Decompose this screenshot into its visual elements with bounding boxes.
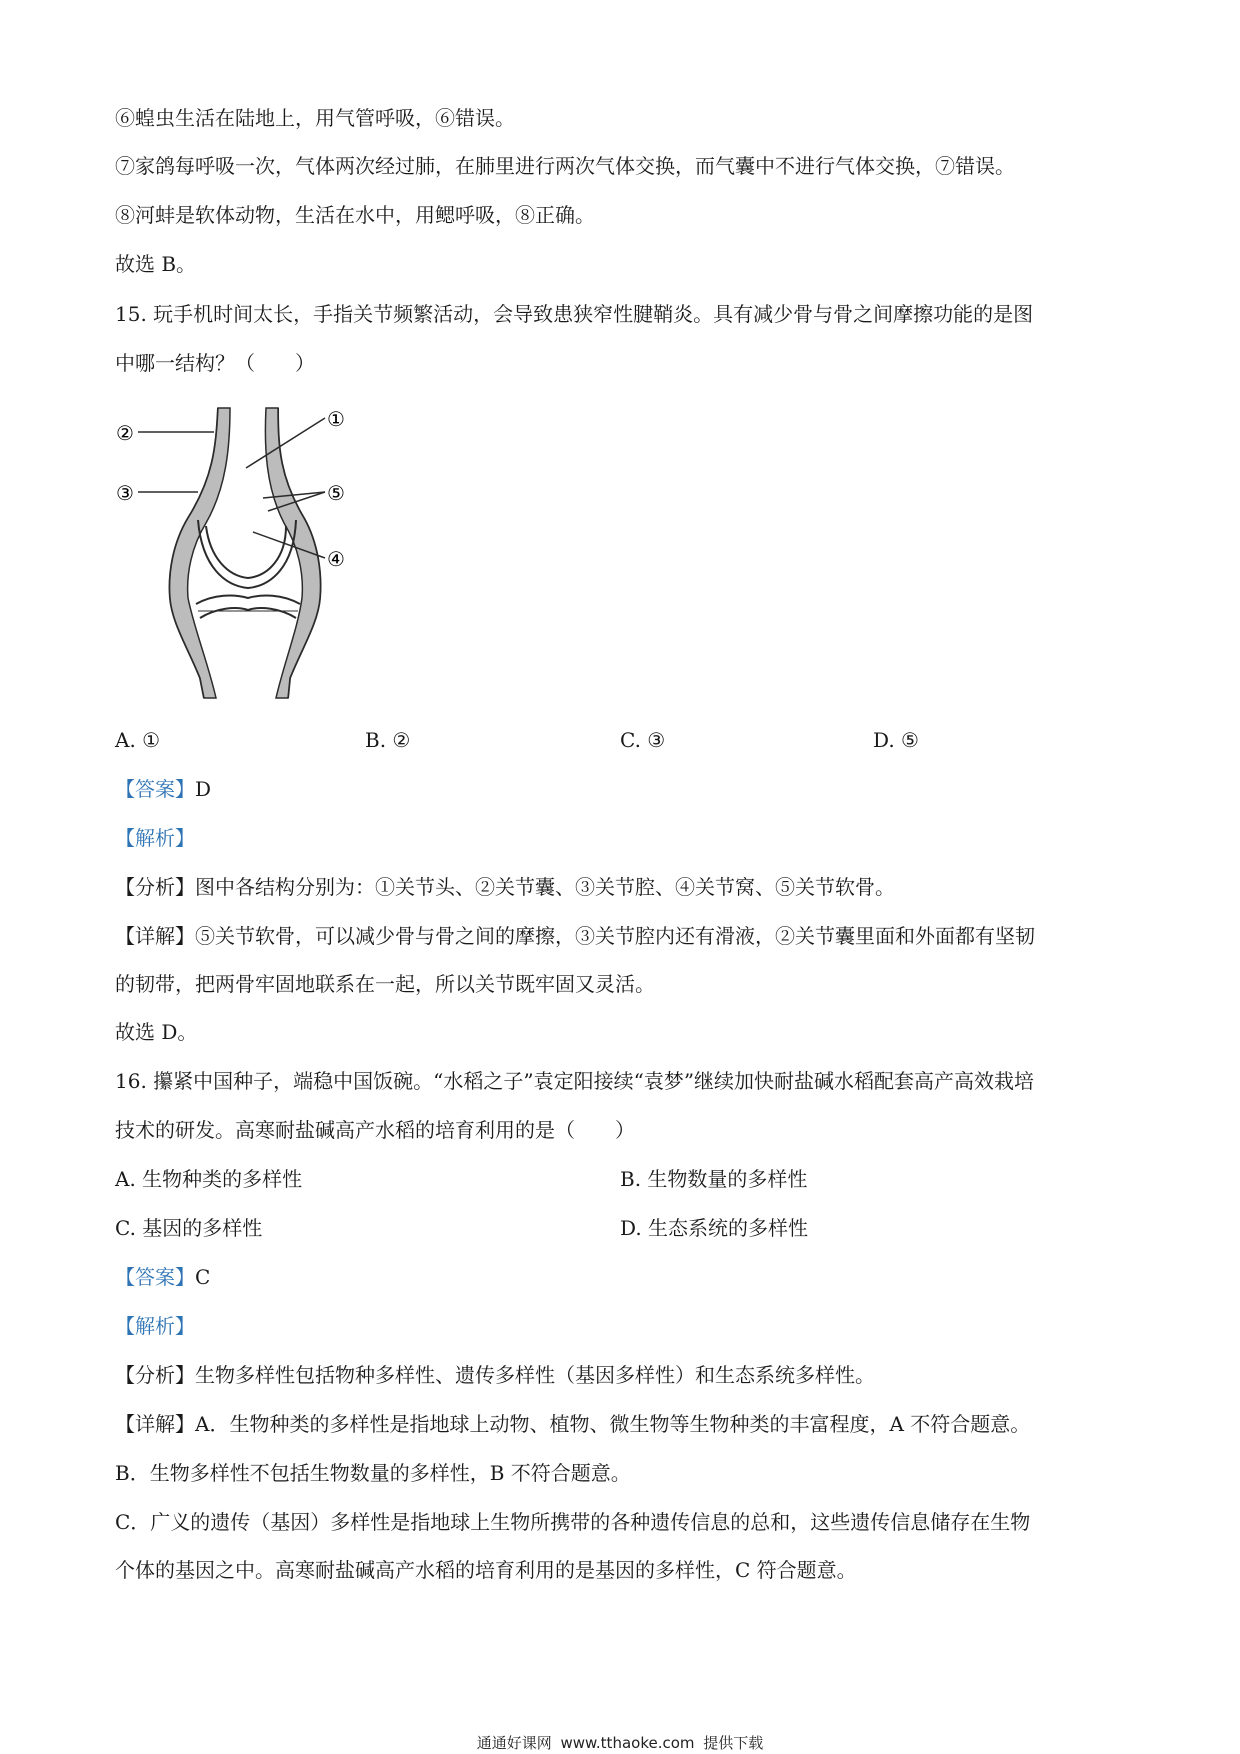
q15-stem-line2: 中哪一结构？（ ）	[115, 351, 315, 375]
q15-fenxi	[115, 873, 895, 901]
q15-option-d: D. ⑤	[873, 728, 919, 752]
fenxi-tag: 【分析】	[115, 875, 195, 899]
footer-suffix: 提供下载	[703, 1734, 764, 1752]
footer-url[interactable]: www.tthaoke.com	[560, 1734, 695, 1752]
fenxi-tag: 【分析】	[115, 1363, 195, 1387]
xiangjie-text: A．生物种类的多样性是指地球上动物、植物、微生物等生物种类的丰富程度，A 不符合题意。	[195, 1412, 1031, 1436]
q15-option-a: A. ①	[115, 728, 161, 752]
xiangjie-tag: 【详解】	[115, 1412, 195, 1436]
label-1: ①	[327, 407, 345, 431]
q16-option-b: B. 生物数量的多样性	[620, 1167, 808, 1191]
analysis-tag: 【解析】	[115, 826, 195, 850]
label-2: ②	[116, 421, 134, 445]
page-footer	[0, 1734, 1240, 1752]
fenxi-text: 生物多样性包括物种多样性、遗传多样性（基因多样性）和生态系统多样性。	[195, 1363, 875, 1387]
answer-tag: 【答案】	[115, 777, 195, 801]
q15-answer	[115, 775, 211, 803]
xiangjie-text: ⑤关节软骨，可以减少骨与骨之间的摩擦，③关节腔内还有滑液，②关节囊里面和外面都有坚韧	[195, 924, 1035, 948]
answer-tag: 【答案】	[115, 1265, 195, 1289]
conclusion-14: 故选 B。	[115, 252, 197, 276]
analysis-tag: 【解析】	[115, 1314, 195, 1338]
q16-stem-line2: 技术的研发。高寒耐盐碱高产水稻的培育利用的是（ ）	[115, 1118, 635, 1142]
q15-stem-line1: 15. 玩手机时间太长，手指关节频繁活动，会导致患狭窄性腱鞘炎。具有减少骨与骨之间摩擦功能的是图	[115, 302, 1034, 326]
q15-xiangjie-line2: 的韧带，把两骨牢固地联系在一起，所以关节既牢固又灵活。	[115, 972, 655, 996]
label-4: ④	[327, 547, 345, 571]
label-5: ⑤	[327, 481, 345, 505]
xiangjie-tag: 【详解】	[115, 924, 195, 948]
label-3: ③	[116, 481, 134, 505]
q15-conclusion: 故选 D。	[115, 1020, 198, 1044]
q16-xiangjie-line1	[115, 1410, 1030, 1438]
text-line-7: ⑦家鸽每呼吸一次，气体两次经过肺，在肺里进行两次气体交换，而气囊中不进行气体交换，⑦错误。	[115, 154, 1015, 178]
answer-value: C	[195, 1265, 211, 1289]
q16-analysis-heading	[115, 1312, 195, 1340]
q16-option-d: D. 生态系统的多样性	[620, 1216, 809, 1240]
q16-option-a: A. 生物种类的多样性	[115, 1167, 303, 1191]
q16-option-c: C. 基因的多样性	[115, 1216, 263, 1240]
q16-answer	[115, 1263, 210, 1291]
q16-line-c2: 个体的基因之中。高寒耐盐碱高产水稻的培育利用的是基因的多样性，C 符合题意。	[115, 1558, 857, 1582]
q16-stem-line1: 16. 攥紧中国种子，端稳中国饭碗。“水稻之子”袁定阳接续“袁梦”继续加快耐盐碱水稻配套高产高效栽培	[115, 1069, 1035, 1093]
q16-line-c1: C．广义的遗传（基因）多样性是指地球上生物所携带的各种遗传信息的总和，这些遗传信息储存在生物	[115, 1510, 1031, 1534]
text-line-6: ⑥蝗虫生活在陆地上，用气管呼吸，⑥错误。	[115, 106, 515, 130]
q15-xiangjie-line1	[115, 922, 1035, 950]
q16-line-b: B．生物多样性不包括生物数量的多样性，B 不符合题意。	[115, 1461, 631, 1485]
joint-diagram	[118, 408, 418, 698]
joint-head	[206, 526, 286, 578]
q16-fenxi	[115, 1361, 875, 1389]
q15-analysis-heading	[115, 824, 195, 852]
q15-option-b: B. ②	[365, 728, 411, 752]
q15-option-c: C. ③	[620, 728, 666, 752]
footer-site-name: 通通好课网	[476, 1734, 552, 1752]
joint-socket	[196, 596, 300, 604]
fenxi-text: 图中各结构分别为：①关节头、②关节囊、③关节腔、④关节窝、⑤关节软骨。	[195, 875, 895, 899]
text-line-8: ⑧河蚌是软体动物，生活在水中，用鳃呼吸，⑧正确。	[115, 203, 595, 227]
answer-value: D	[195, 777, 212, 801]
